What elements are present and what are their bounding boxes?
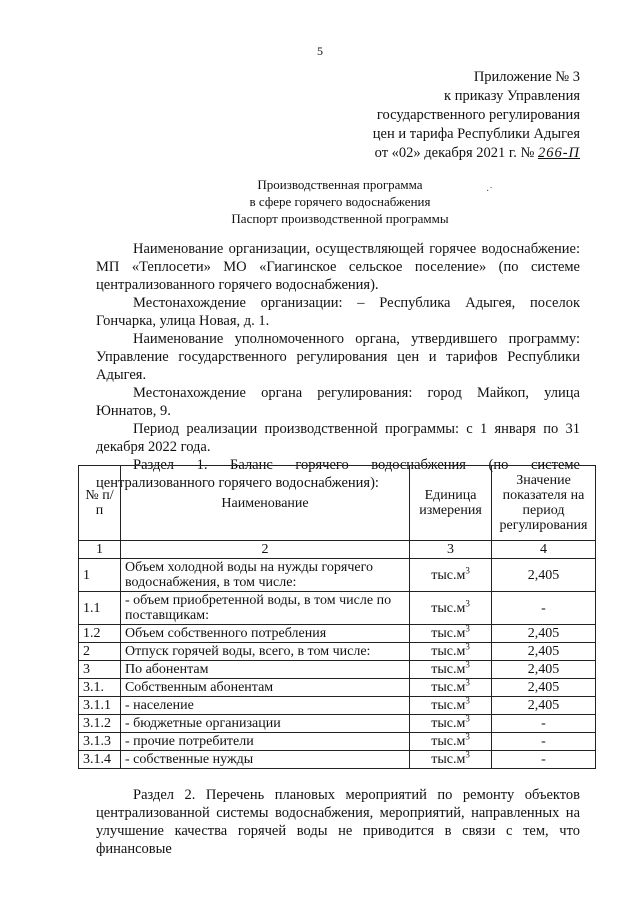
header-name: Наименование <box>120 466 409 541</box>
row-num: 1.2 <box>79 625 121 643</box>
row-name: Отпуск горячей воды, всего, в том числе: <box>120 643 409 661</box>
paragraph-organization: Наименование организации, осуществляющей горячее водоснабжение: МП «Теплосети» МО «Гиагинское сельское поселение» (по системе централизованного горячего водоснабжения). <box>96 241 580 293</box>
table-row <box>79 643 596 661</box>
appendix-block <box>373 68 580 163</box>
row-num: 3.1.1 <box>79 697 121 715</box>
unit-text: тыс.м <box>431 716 466 731</box>
order-date: от «02» декабря 2021 г. № <box>374 145 535 161</box>
col-number-2: 2 <box>120 541 409 559</box>
unit-text: тыс.м <box>431 644 466 659</box>
row-num: 3.1.3 <box>79 733 121 751</box>
unit-superscript: 3 <box>465 641 470 652</box>
row-name: По абонентам <box>120 661 409 679</box>
appendix-line-4: цен и тарифа Республики Адыгея <box>372 126 580 142</box>
paragraph-location: Местонахождение организации: – Республика Адыгея, поселок Гончарка, улица Новая, д. 1. <box>96 295 580 329</box>
row-name: Объем холодной воды на нужды горячего водоснабжения, в том числе: <box>120 559 409 592</box>
row-name: - объем приобретенной воды, в том числе по поставщикам: <box>120 592 409 625</box>
col-number-3: 3 <box>410 541 492 559</box>
program-title-line-1: Производственная программа <box>257 177 423 192</box>
row-name: Объем собственного потребления <box>120 625 409 643</box>
program-title-line-3: Паспорт производственной программы <box>231 211 449 226</box>
unit-superscript: 3 <box>465 564 470 575</box>
unit-superscript: 3 <box>465 749 470 760</box>
page-number: 5 <box>317 44 323 58</box>
stray-mark: ·˙ <box>486 186 493 197</box>
row-value: 2,405 <box>492 559 596 592</box>
unit-superscript: 3 <box>465 695 470 706</box>
balance-table <box>78 465 596 769</box>
table-row <box>79 559 596 592</box>
passport-body <box>96 240 580 492</box>
appendix-line-3: государственного регулирования <box>376 107 580 123</box>
unit-text: тыс.м <box>431 600 466 616</box>
row-unit <box>410 751 492 769</box>
row-unit <box>410 733 492 751</box>
appendix-line-2: к приказу Управления <box>444 88 580 104</box>
row-unit <box>410 697 492 715</box>
row-value: 2,405 <box>492 625 596 643</box>
row-num: 3.1.4 <box>79 751 121 769</box>
unit-text: тыс.м <box>431 752 466 767</box>
paragraph-period: Период реализации производственной программы: с 1 января по 31 декабря 2022 года. <box>96 421 580 455</box>
unit-text: тыс.м <box>431 680 466 695</box>
row-num: 2 <box>79 643 121 661</box>
table-row <box>79 679 596 697</box>
section-1-title: Раздел 1. Баланс горячего водоснабжения (по системе централизованного горячего водоснабжения): <box>96 457 580 491</box>
table-header-row <box>79 466 596 541</box>
table-row <box>79 697 596 715</box>
table-row <box>79 661 596 679</box>
row-num: 1 <box>79 559 121 592</box>
program-title <box>200 176 480 227</box>
row-unit <box>410 661 492 679</box>
unit-text: тыс.м <box>431 698 466 713</box>
header-value: Значение показателя на период регулирования <box>492 466 596 541</box>
table-row <box>79 733 596 751</box>
row-value: 2,405 <box>492 661 596 679</box>
paragraph-authority-location: Местонахождение органа регулирования: город Майкоп, улица Юннатов, 9. <box>96 385 580 419</box>
unit-text: тыс.м <box>431 662 466 677</box>
row-num: 3.1. <box>79 679 121 697</box>
row-value: 2,405 <box>492 679 596 697</box>
row-unit <box>410 592 492 625</box>
unit-superscript: 3 <box>465 731 470 742</box>
unit-superscript: 3 <box>465 659 470 670</box>
row-name: - бюджетные организации <box>120 715 409 733</box>
program-title-line-2: в сфере горячего водоснабжения <box>249 194 431 209</box>
row-name: - прочие потребители <box>120 733 409 751</box>
paragraph-authority: Наименование уполномоченного органа, утвердившего программу: Управление государственного регулирования цен и тарифов Республики Адыгея. <box>96 331 580 383</box>
row-num: 3.1.2 <box>79 715 121 733</box>
section-2-text: Раздел 2. Перечень плановых мероприятий по ремонту объектов централизованной системы водоснабжения, мероприятий, направленных на улучшение качества горячей воды не приводится в связи с тем, что финансовые <box>96 787 580 857</box>
row-unit <box>410 715 492 733</box>
row-value: - <box>492 733 596 751</box>
row-unit <box>410 679 492 697</box>
unit-superscript: 3 <box>465 677 470 688</box>
row-name: - собственные нужды <box>120 751 409 769</box>
row-value: - <box>492 592 596 625</box>
row-num: 3 <box>79 661 121 679</box>
unit-superscript: 3 <box>465 623 470 634</box>
header-unit: Единица измерения <box>410 466 492 541</box>
col-number-1: 1 <box>79 541 121 559</box>
row-value: 2,405 <box>492 697 596 715</box>
unit-text: тыс.м <box>431 567 466 583</box>
column-number-row <box>79 541 596 559</box>
row-unit <box>410 625 492 643</box>
row-unit <box>410 643 492 661</box>
row-name: Собственным абонентам <box>120 679 409 697</box>
unit-text: тыс.м <box>431 734 466 749</box>
unit-text: тыс.м <box>431 626 466 641</box>
row-num: 1.1 <box>79 592 121 625</box>
table-row <box>79 625 596 643</box>
header-num: № п/п <box>79 466 121 541</box>
unit-superscript: 3 <box>465 597 470 608</box>
row-name: - население <box>120 697 409 715</box>
appendix-line-5 <box>373 144 580 163</box>
row-value: - <box>492 751 596 769</box>
col-number-4: 4 <box>492 541 596 559</box>
table-row <box>79 592 596 625</box>
table-row <box>79 751 596 769</box>
appendix-line-1: Приложение № 3 <box>473 69 580 85</box>
row-value: - <box>492 715 596 733</box>
table-row <box>79 715 596 733</box>
row-value: 2,405 <box>492 643 596 661</box>
order-number-handwritten: 266-П <box>537 145 580 161</box>
row-unit <box>410 559 492 592</box>
unit-superscript: 3 <box>465 713 470 724</box>
